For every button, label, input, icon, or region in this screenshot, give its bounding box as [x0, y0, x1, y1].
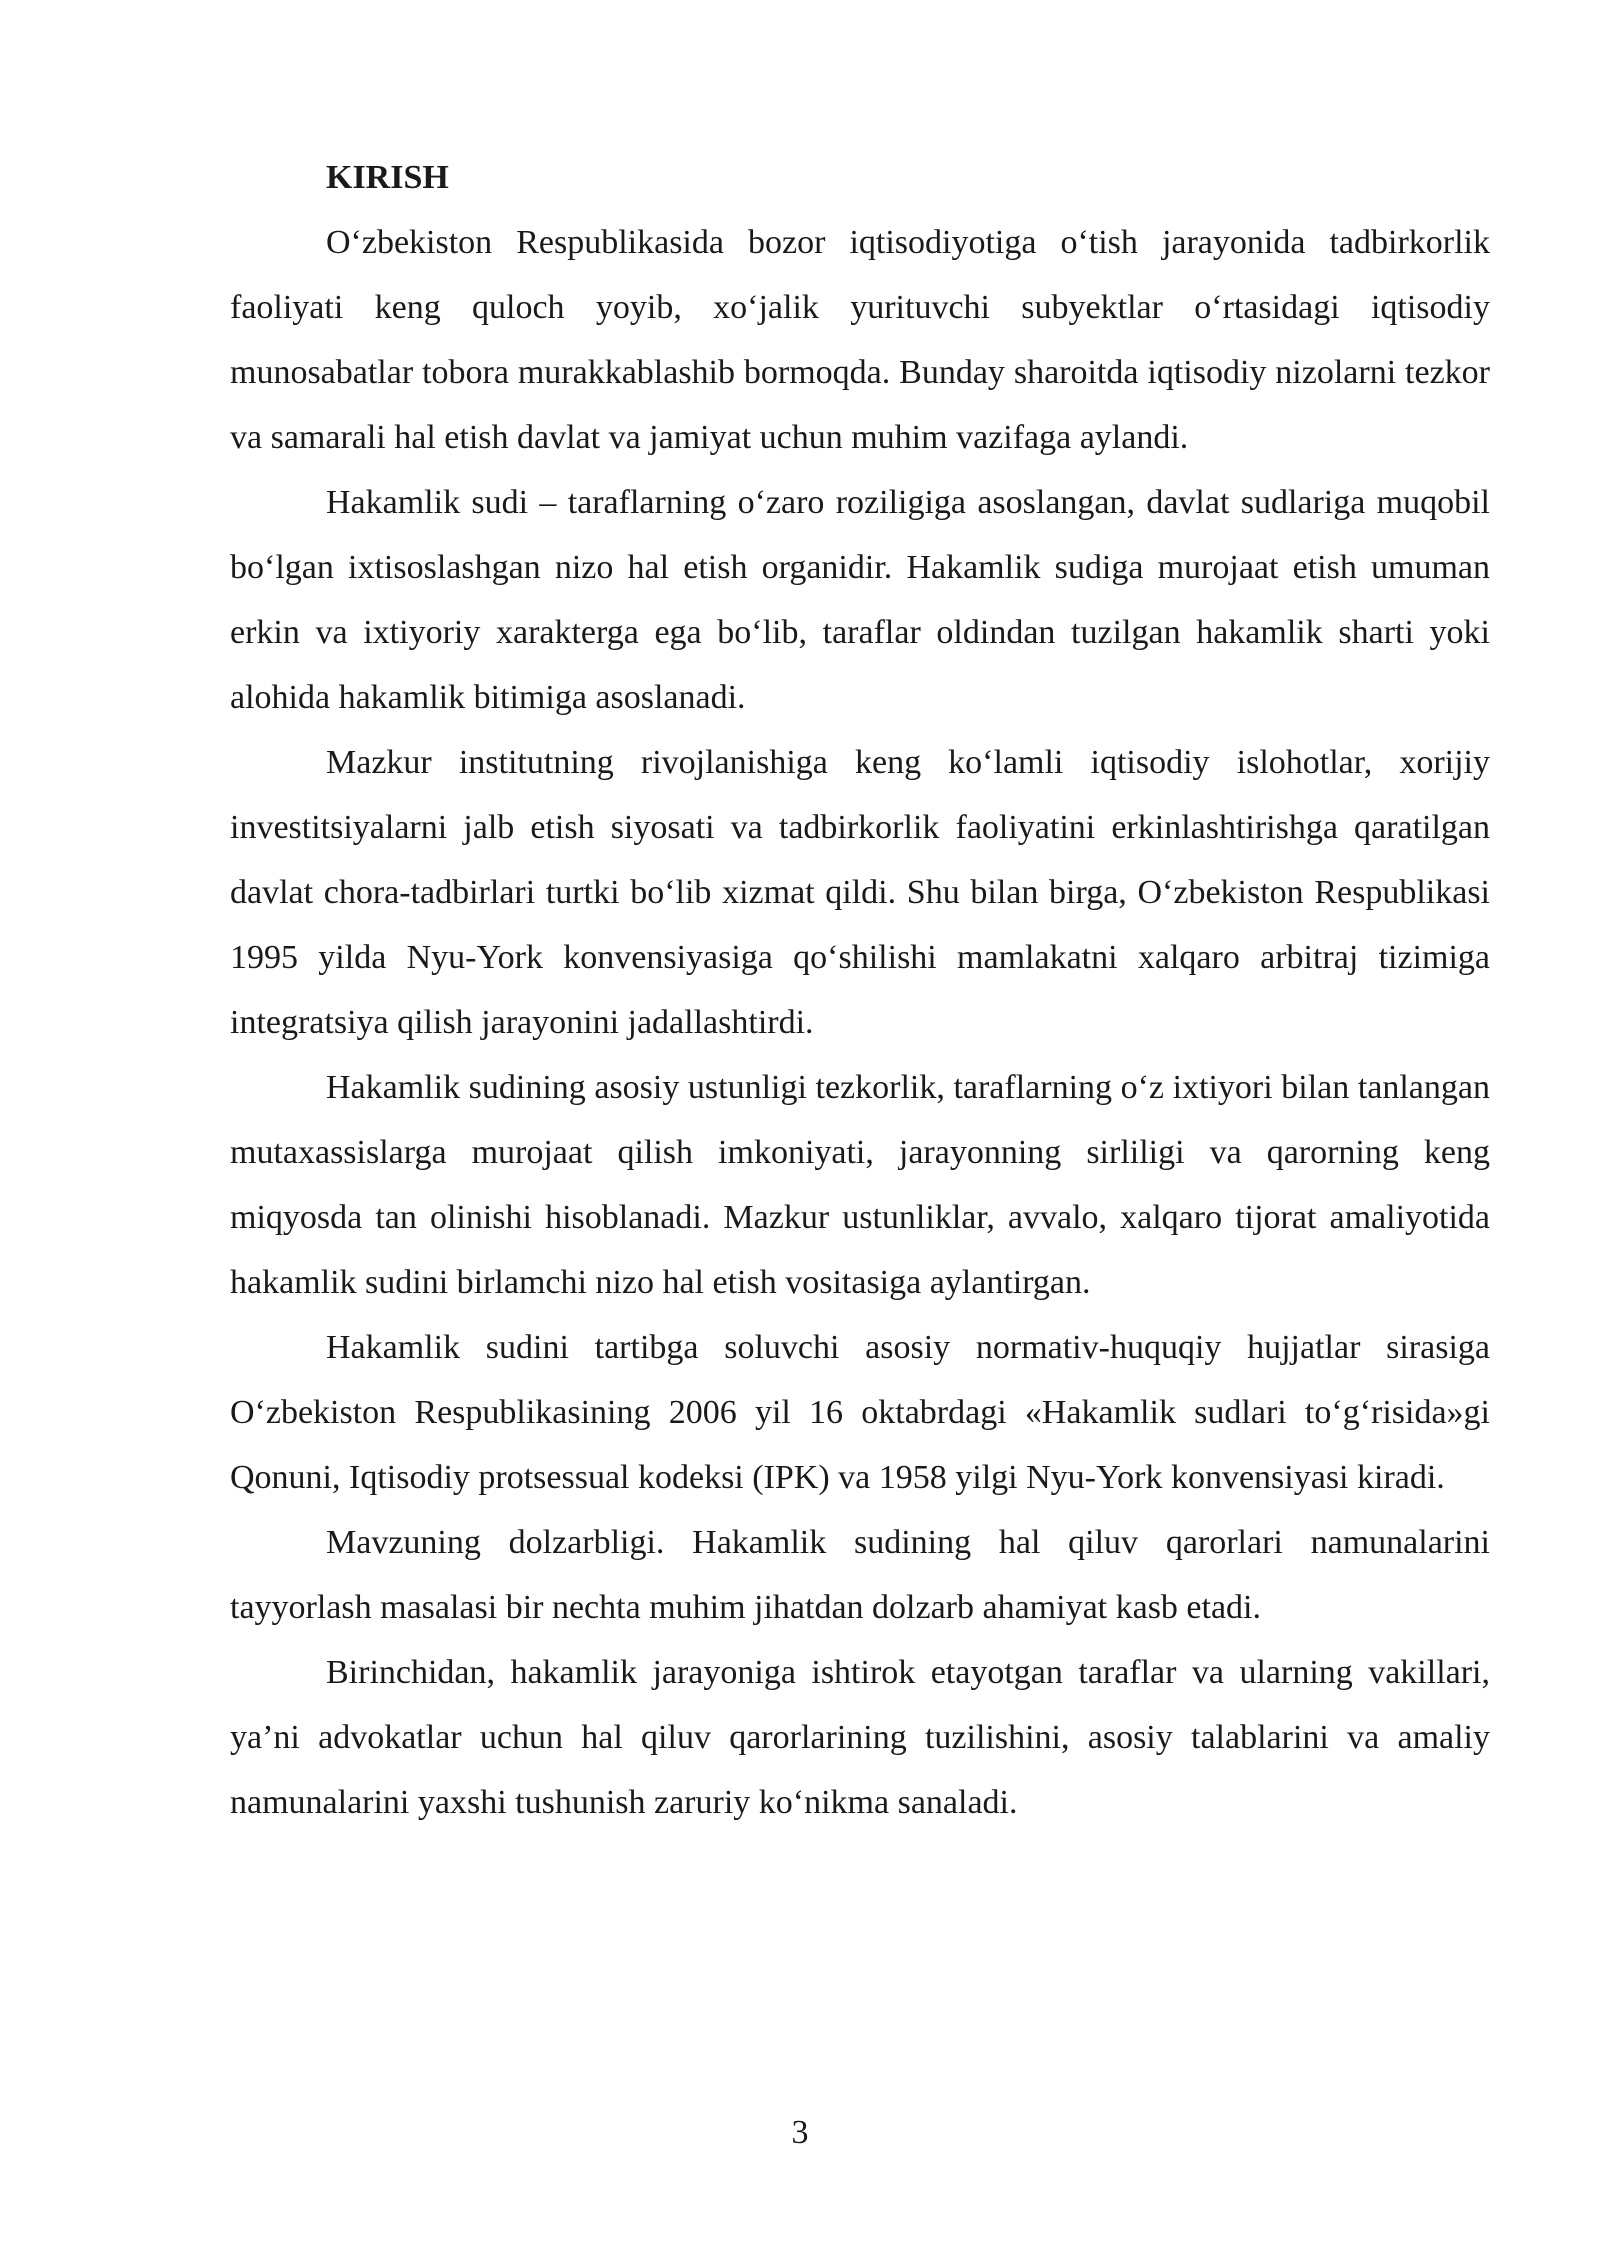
paragraph: Hakamlik sudining asosiy ustunligi tezkorlik, taraflarning o‘z ixtiyori bilan tanlangan mutaxassislarga murojaat qilish imkoniyati, jarayonning sirliligi va qarorning keng miqyosda tan olinishi hisoblanadi. Mazkur ustunliklar, avvalo, xalqaro tijorat amaliyotida hakamlik sudini birlamchi nizo hal etish vositasiga aylantirgan. — [230, 1069, 1490, 1301]
paragraph: Mavzuning dolzarbligi. Hakamlik sudining hal qiluv qarorlari namunalarini tayyorlash masalasi bir nechta muhim jihatdan dolzarb ahamiyat kasb etadi. — [230, 1524, 1490, 1626]
paragraph: Birinchidan, hakamlik jarayoniga ishtirok etayotgan taraflar va ularning vakillari, ya’ni advokatlar uchun hal qiluv qarorlarining tuzilishini, asosiy talablarini va amaliy namunalarini yaxshi tushunish zaruriy ko‘nikma sanaladi. — [230, 1654, 1490, 1821]
paragraph: Mazkur institutning rivojlanishiga keng ko‘lamli iqtisodiy islohotlar, xorijiy investitsiyalarni jalb etish siyosati va tadbirkorlik faoliyatini erkinlashtirishga qaratilgan davlat chora-tadbirlari turtki bo‘lib xizmat qildi. Shu bilan birga, O‘zbekiston Respublikasi 1995 yilda Nyu-York konvensiyasiga qo‘shilishi mamlakatni xalqaro arbitraj tizimiga integratsiya qilish jarayonini jadallashtirdi. — [230, 744, 1490, 1041]
page-number: 3 — [791, 2114, 809, 2151]
paragraph: Hakamlik sudi – taraflarning o‘zaro roziligiga asoslangan, davlat sudlariga muqobil bo‘lgan ixtisoslashgan nizo hal etish organidir. Hakamlik sudiga murojaat etish umuman erkin va ixtiyoriy xarakterga ega bo‘lib, taraflar oldindan tuzilgan hakamlik sharti yoki alohida hakamlik bitimiga asoslanadi. — [230, 484, 1490, 716]
paragraph: Hakamlik sudini tartibga soluvchi asosiy normativ-huquqiy hujjatlar sirasiga O‘zbekiston Respublikasining 2006 yil 16 oktabrdagi «Hakamlik sudlari to‘g‘risida»gi Qonuni, Iqtisodiy protsessual kodeksi (IPK) va 1958 yilgi Nyu-York konvensiyasi kiradi. — [230, 1329, 1490, 1496]
paragraph: O‘zbekiston Respublikasida bozor iqtisodiyotiga o‘tish jarayonida tadbirkorlik faoliyati keng quloch yoyib, xo‘jalik yurituvchi subyektlar o‘rtasidagi iqtisodiy munosabatlar tobora murakkablashib bormoqda. Bunday sharoitda iqtisodiy nizolarni tezkor va samarali hal etish davlat va jamiyat uchun muhim vazifaga aylandi. — [230, 224, 1490, 456]
section-heading: KIRISH — [326, 159, 449, 196]
document-body — [230, 145, 1490, 1835]
